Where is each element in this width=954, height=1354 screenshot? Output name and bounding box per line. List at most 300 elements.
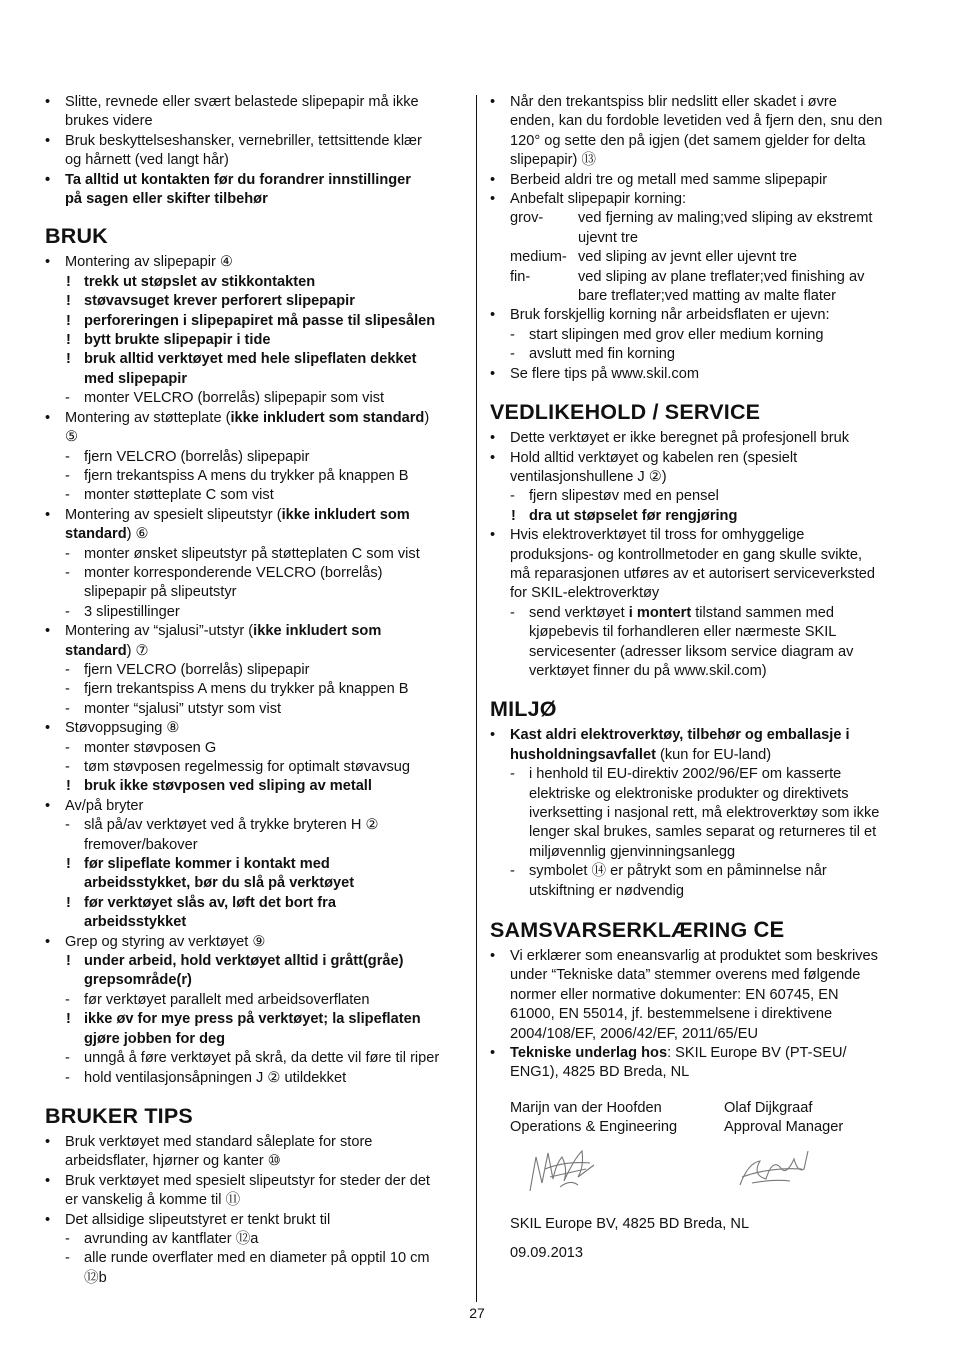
grit-description: ved sliping av jevnt eller ujevnt tre (578, 249, 798, 266)
line-text: før verktøyet parallelt med arbeidsoverflaten (84, 991, 370, 1008)
text-line (45, 680, 463, 699)
text-line (45, 1230, 463, 1249)
text-line (45, 312, 463, 331)
line-text: fjern trekantspiss A mens du trykker på knappen B (84, 467, 409, 484)
text-line (45, 758, 463, 777)
line-text: bytt brukte slipepapir i tide (84, 332, 271, 349)
bullet-marker: • (490, 94, 496, 110)
warning-marker: ! (66, 778, 71, 795)
bullet-marker: • (45, 132, 51, 149)
bold-phrase: ikke inkludert som (253, 623, 382, 640)
bullet-marker: • (45, 933, 51, 950)
text-line (490, 1044, 910, 1063)
line-text: elektriske og elektroniske produkter og direktivets (529, 785, 849, 802)
text-line (490, 785, 910, 804)
tip-item (490, 326, 910, 345)
text-line (490, 604, 910, 623)
line-text: Bruk verktøyet med standard såleplate for store (65, 1133, 373, 1150)
line-text: med slipepapir (84, 370, 187, 387)
text-line (45, 642, 463, 661)
line-text: fremover/bakover (84, 836, 198, 853)
text-line (490, 862, 910, 881)
dash-marker: - (510, 604, 515, 621)
line-text: ikke øv for mye press på verktøyet; la slipeflaten (84, 1011, 421, 1028)
text-line (45, 836, 463, 855)
text-line (490, 643, 910, 662)
text-line (490, 882, 910, 901)
dash-marker: - (65, 759, 70, 775)
text-line (490, 449, 910, 468)
line-text: ventilasjonshullene J ②) (510, 468, 667, 485)
service-item (490, 526, 910, 604)
dash-marker: - (510, 346, 515, 363)
line-text: for SKIL-elektroverktøy (510, 585, 660, 602)
tip-item (490, 171, 910, 190)
safety-intro (45, 93, 463, 209)
line-text: Hvis elektroverktøyet til tross for omhyggelige (510, 527, 805, 544)
text-line (45, 583, 463, 602)
line-text: unngå å føre verktøyet på skrå, da dette vil føre til riper (84, 1050, 440, 1067)
grit-description: ved fjerning av maling;ved sliping av ekstremt (578, 210, 873, 227)
text-line (45, 132, 463, 151)
line-text: gjøre jobben for deg (84, 1030, 226, 1047)
text-line (45, 448, 463, 467)
environment-list (490, 726, 910, 901)
text-line (490, 843, 910, 862)
bullet-marker: • (490, 365, 496, 382)
text-line (45, 1069, 463, 1088)
line-text: Montering av slipepapir ④ (65, 254, 234, 271)
text-line (45, 428, 463, 447)
text-line (45, 331, 463, 350)
tip-item (45, 1211, 463, 1230)
text-line (45, 1211, 463, 1230)
line-text: servicesenter (adresser liksom service diagram av (529, 643, 854, 660)
warning-marker: ! (66, 953, 71, 970)
bruk-item (45, 273, 463, 292)
dash-marker: - (510, 766, 515, 783)
line-text: 2004/108/EF, 2006/42/EF, 2011/65/EU (510, 1025, 759, 1042)
text-line (490, 429, 910, 448)
dash-marker: - (65, 487, 70, 504)
line-text: monter støtteplate C som vist (84, 487, 274, 504)
text-line (45, 603, 463, 622)
text-line (45, 777, 463, 796)
dash-marker: - (65, 817, 70, 834)
bullet-marker: • (490, 191, 496, 208)
line-text: iverksetting i nasjonal rett, må elektroverktøy som ikke (529, 805, 880, 821)
bruk-item (45, 680, 463, 699)
warning-marker: ! (511, 507, 516, 524)
grit-row (490, 268, 910, 287)
line-text: Montering av “sjalusi”-utstyr (ikke inkludert som (65, 623, 382, 640)
bullet-marker: • (490, 449, 496, 466)
tips-continued-2 (490, 306, 910, 384)
text-line (490, 132, 910, 151)
dash-marker: - (65, 390, 70, 407)
text-line (490, 1063, 910, 1082)
dash-marker: - (65, 991, 70, 1008)
line-text: 120° og sette den på igjen (det samem gjelder for delta (510, 132, 866, 149)
text-line (45, 622, 463, 641)
bullet-marker: • (490, 171, 496, 188)
line-text: før verktøyet slås av, løft det bort fra (84, 894, 336, 911)
section-heading-conformity (490, 916, 910, 944)
text-line (490, 306, 910, 325)
right-column (490, 93, 910, 1264)
bruk-item (45, 894, 463, 933)
signatures (490, 1139, 910, 1209)
line-text: tøm støvposen regelmessig for optimalt støvavsug (84, 759, 411, 775)
bruk-item (45, 350, 463, 389)
bruk-item (45, 486, 463, 505)
text-line (45, 991, 463, 1010)
text-line (490, 151, 910, 170)
bullet-marker: • (45, 254, 51, 271)
line-text: trekk ut støpslet av stikkontakten (84, 273, 316, 290)
text-line (490, 746, 910, 765)
section-heading-miljo: MILJØ (490, 697, 557, 722)
bruk-item (45, 739, 463, 758)
bruk-item (45, 292, 463, 311)
tip-item (490, 93, 910, 171)
line-text: husholdningsavfallet (kun for EU-land) (510, 746, 772, 763)
text-line (490, 526, 910, 545)
bullet-marker: • (45, 171, 51, 188)
warning-marker: ! (66, 351, 71, 368)
line-text: og hårnett (ved langt hår) (65, 152, 229, 169)
text-line (45, 370, 463, 389)
line-text: avrunding av kantflater ⑫a (84, 1230, 259, 1247)
text-line (45, 933, 463, 952)
grit-label: fin- (510, 268, 531, 285)
text-line (490, 507, 910, 526)
service-item (490, 507, 910, 526)
bullet-marker: • (45, 797, 51, 814)
bruk-item (45, 253, 463, 272)
text-line (45, 1133, 463, 1152)
text-line (45, 797, 463, 816)
line-text: miljøvennlig gjenvinningsanlegg (529, 843, 736, 860)
line-text: kjøpebevis til forhandleren eller nærmeste SKIL (529, 624, 837, 641)
grit-row (490, 287, 910, 306)
line-text: ⑤ (65, 429, 79, 446)
bullet-marker: • (490, 727, 496, 744)
line-text: 3 slipestillinger (84, 603, 180, 620)
bold-phrase: standard (65, 526, 127, 543)
line-text: hold ventilasjonsåpningen J ② utildekket (84, 1069, 347, 1086)
bold-phrase: Tekniske underlag hos (510, 1045, 668, 1062)
line-text: er vanskelig å komme til ⑪ (65, 1192, 241, 1209)
line-text: fjern VELCRO (borrelås) slipepapir (84, 448, 310, 465)
bruk-item (45, 506, 463, 545)
line-text: Det allsidige slipeutstyret er tenkt brukt til (65, 1211, 331, 1228)
bruk-item (45, 700, 463, 719)
bruk-item (45, 661, 463, 680)
bullet-marker: • (490, 430, 496, 447)
bruk-item (45, 312, 463, 331)
line-text: slipepapir på slipeutstyr (84, 584, 237, 601)
bruk-item (45, 622, 463, 661)
service-item (490, 449, 910, 488)
line-text: Støvoppsuging ⑧ (65, 720, 180, 737)
text-line (45, 1010, 463, 1029)
dash-marker: - (65, 1050, 70, 1067)
dash-marker: - (510, 863, 515, 880)
company-address: SKIL Europe BV, 4825 BD Breda, NL (510, 1215, 750, 1232)
bullet-marker: • (45, 720, 51, 737)
line-text: brukes videre (65, 113, 153, 130)
section-heading-service: VEDLIKEHOLD / SERVICE (490, 400, 761, 425)
bullet-marker: • (490, 527, 496, 544)
line-text: Montering av spesielt slipeutstyr (ikke inkludert som (65, 506, 410, 523)
signature-left (530, 1151, 594, 1191)
grit-description: ujevnt tre (578, 229, 639, 246)
line-text: i henhold til EU-direktiv 2002/96/EF om kasserte (529, 766, 842, 783)
tip-item (490, 306, 910, 325)
dash-marker: - (65, 603, 70, 620)
handwritten-signatures (490, 1139, 910, 1209)
dash-marker: - (65, 545, 70, 562)
text-line (490, 326, 910, 345)
bruk-item (45, 409, 463, 448)
line-text: ⑫b (84, 1269, 107, 1286)
line-text: monter støvposen G (84, 739, 217, 756)
dash-marker: - (65, 681, 70, 698)
text-line (490, 823, 910, 842)
line-text: slå på/av verktøyet ved å trykke bryteren H ② (84, 817, 379, 834)
warning-marker: ! (66, 856, 71, 873)
line-text: ENG1), 4825 BD Breda, NL (510, 1064, 690, 1081)
conformity-list (490, 947, 910, 1083)
dash-marker: - (510, 326, 515, 343)
bruk-item (45, 855, 463, 894)
grit-description: bare treflater;ved matting av malte flater (578, 288, 836, 305)
line-text: Montering av støtteplate (ikke inkludert som standard) (65, 409, 430, 426)
text-line (490, 726, 910, 745)
text-line (45, 190, 463, 209)
environment-item (490, 726, 910, 765)
line-text: slipepapir) ⑬ (510, 152, 596, 169)
tip-item (45, 1249, 463, 1288)
text-line (45, 1191, 463, 1210)
text-line (45, 661, 463, 680)
left-column (45, 93, 463, 1288)
line-text: arbeidsstykket (84, 914, 187, 931)
text-line (490, 93, 910, 112)
text-line (490, 565, 910, 584)
line-text: Bruk beskyttelseshansker, vernebriller, tettsittende klær (65, 132, 422, 149)
line-text: monter “sjalusi” utstyr som vist (84, 700, 282, 717)
dash-marker: - (65, 700, 70, 717)
bruk-item (45, 933, 463, 952)
grit-row (490, 248, 910, 267)
line-text: arbeidsflater, hjørner og kanter ⑩ (65, 1153, 281, 1170)
bruk-item (45, 719, 463, 738)
bullet-marker: • (45, 409, 51, 426)
bullet-marker: • (490, 1045, 496, 1062)
dash-marker: - (65, 467, 70, 484)
dash-marker: - (65, 739, 70, 756)
text-line (490, 623, 910, 642)
line-text: Slitte, revnede eller svært belastede slipepapir må ikke (65, 94, 419, 110)
tips-list (45, 1133, 463, 1288)
line-text: verktøyet finner du på www.skil.com) (529, 662, 767, 679)
line-text: Dette verktøyet er ikke beregnet på profesjonell bruk (510, 430, 850, 447)
grit-description: ved sliping av plane treflater;ved finishing av (578, 268, 865, 285)
environment-item (490, 765, 910, 862)
text-line (490, 584, 910, 603)
text-line (45, 1249, 463, 1268)
line-text: arbeidsstykket, bør du slå på verktøyet (84, 875, 355, 892)
bruk-item (45, 777, 463, 796)
bruk-list (45, 253, 463, 1087)
bruk-item (45, 564, 463, 603)
line-text: enden, kan du fordoble levetiden ved å fjern den, snu den (510, 113, 883, 130)
text-line (45, 1172, 463, 1191)
bullet-marker: • (45, 94, 51, 110)
warning-marker: ! (66, 312, 71, 329)
service-item (490, 429, 910, 448)
line-text: standard) ⑥ (65, 526, 149, 543)
text-line (45, 816, 463, 835)
line-text: under “Tekniske data” stemmer overens med følgende (510, 967, 861, 984)
text-line (45, 389, 463, 408)
bruk-item (45, 448, 463, 467)
dash-marker: - (65, 564, 70, 581)
text-line (45, 1152, 463, 1171)
dash-marker: - (65, 1230, 70, 1247)
line-text: perforeringen i slipepapiret må passe til slipesålen (84, 312, 436, 329)
text-line (45, 525, 463, 544)
text-line (45, 739, 463, 758)
text-line (490, 487, 910, 506)
line-text: Av/på bryter (65, 797, 144, 814)
grit-table (490, 209, 910, 306)
conformity-title: SAMSVARSERKLÆRING (490, 918, 748, 943)
line-text: produksjons- og kontrollmetoder en gang skulle svikte, (510, 546, 863, 563)
dash-marker: - (65, 1250, 70, 1267)
declaration-date: 09.09.2013 (510, 1245, 584, 1262)
dash-marker: - (65, 1069, 70, 1086)
text-line (45, 253, 463, 272)
safety-item (45, 93, 463, 132)
text-line (490, 468, 910, 487)
line-text: monter VELCRO (borrelås) slipepapir som vist (84, 390, 385, 407)
bullet-marker: • (45, 623, 51, 640)
text-line (45, 1030, 463, 1049)
text-line (490, 171, 910, 190)
line-text: Anbefalt slipepapir korning: (510, 191, 687, 208)
signature-right (740, 1151, 808, 1185)
line-text: lenger skal brukes, samles separat og returneres til et (529, 824, 877, 841)
bold-phrase: ikke inkludert som (281, 506, 410, 523)
text-line (45, 486, 463, 505)
line-text: før slipeflate kommer i kontakt med (84, 856, 330, 873)
bullet-marker: • (45, 1211, 51, 1228)
line-text: alle runde overflater med en diameter på opptil 10 cm (84, 1250, 430, 1267)
signatory-right-name: Olaf Dijkgraaf (724, 1099, 813, 1116)
line-text: start slipingen med grov eller medium korning (529, 326, 824, 343)
line-text: Berbeid aldri tre og metall med samme slipepapir (510, 171, 828, 188)
tip-item (45, 1230, 463, 1249)
line-text: bruk alltid verktøyet med hele slipeflaten dekket (84, 351, 417, 368)
line-text: Bruk verktøyet med spesielt slipeutstyr for steder der det (65, 1172, 430, 1189)
ce-mark-icon: CE (753, 917, 785, 943)
text-line (45, 1269, 463, 1288)
bullet-marker: • (45, 506, 51, 523)
line-text: send verktøyet i montert tilstand sammen med (529, 604, 834, 621)
line-text: standard) ⑦ (65, 642, 149, 659)
text-line (45, 409, 463, 428)
text-line (490, 112, 910, 131)
text-line (45, 874, 463, 893)
bruk-item (45, 816, 463, 855)
text-line (45, 1049, 463, 1068)
text-line (45, 350, 463, 369)
line-text: støvavsuget krever perforert slipepapir (84, 293, 355, 310)
text-line (490, 1025, 910, 1044)
bold-phrase: Kast aldri elektroverktøy, tilbehør og emballasje i (510, 727, 850, 744)
page-number: 27 (469, 1305, 485, 1321)
grit-row (490, 229, 910, 248)
text-line (45, 292, 463, 311)
warning-marker: ! (66, 332, 71, 349)
line-text: Hold alltid verktøyet og kabelen ren (spesielt (510, 449, 798, 466)
bullet-marker: • (490, 307, 496, 324)
text-line (45, 171, 463, 190)
tip-item (490, 190, 910, 209)
text-line (45, 894, 463, 913)
bruk-item (45, 758, 463, 777)
line-text: fjern VELCRO (borrelås) slipepapir (84, 661, 310, 678)
text-line (490, 190, 910, 209)
bold-phrase: i montert (628, 604, 692, 621)
text-line (45, 273, 463, 292)
text-line (490, 662, 910, 681)
text-line (45, 564, 463, 583)
line-text: monter korresponderende VELCRO (borrelås) (84, 564, 383, 581)
text-line (45, 719, 463, 738)
section-heading-bruk: BRUK (45, 224, 108, 249)
tips-continued (490, 93, 910, 209)
text-line (45, 112, 463, 131)
grit-row (490, 209, 910, 228)
signatories (490, 1099, 910, 1139)
grit-label: medium- (510, 249, 567, 266)
line-text: bruk ikke støvposen ved sliping av metall (84, 778, 372, 795)
line-text: fjern slipestøv med en pensel (529, 488, 719, 505)
conformity-item (490, 1044, 910, 1083)
line-text: Tekniske underlag hos: SKIL Europe BV (PT-SEU/ (510, 1045, 847, 1062)
line-text: på sagen eller skifter tilbehør (65, 191, 268, 208)
text-line (45, 467, 463, 486)
environment-item (490, 862, 910, 901)
bruk-item (45, 331, 463, 350)
service-item (490, 487, 910, 506)
text-line (45, 545, 463, 564)
dash-marker: - (65, 448, 70, 465)
signatory-right-title: Approval Manager (724, 1118, 844, 1135)
bruk-item (45, 1010, 463, 1049)
bold-phrase: ikke inkludert som standard (230, 409, 425, 426)
bullet-marker: • (45, 1133, 51, 1150)
text-line (490, 765, 910, 784)
line-text: dra ut støpselet før rengjøring (529, 507, 738, 524)
text-line (490, 947, 910, 966)
tip-item (490, 345, 910, 364)
bullet-marker: • (45, 1172, 51, 1189)
